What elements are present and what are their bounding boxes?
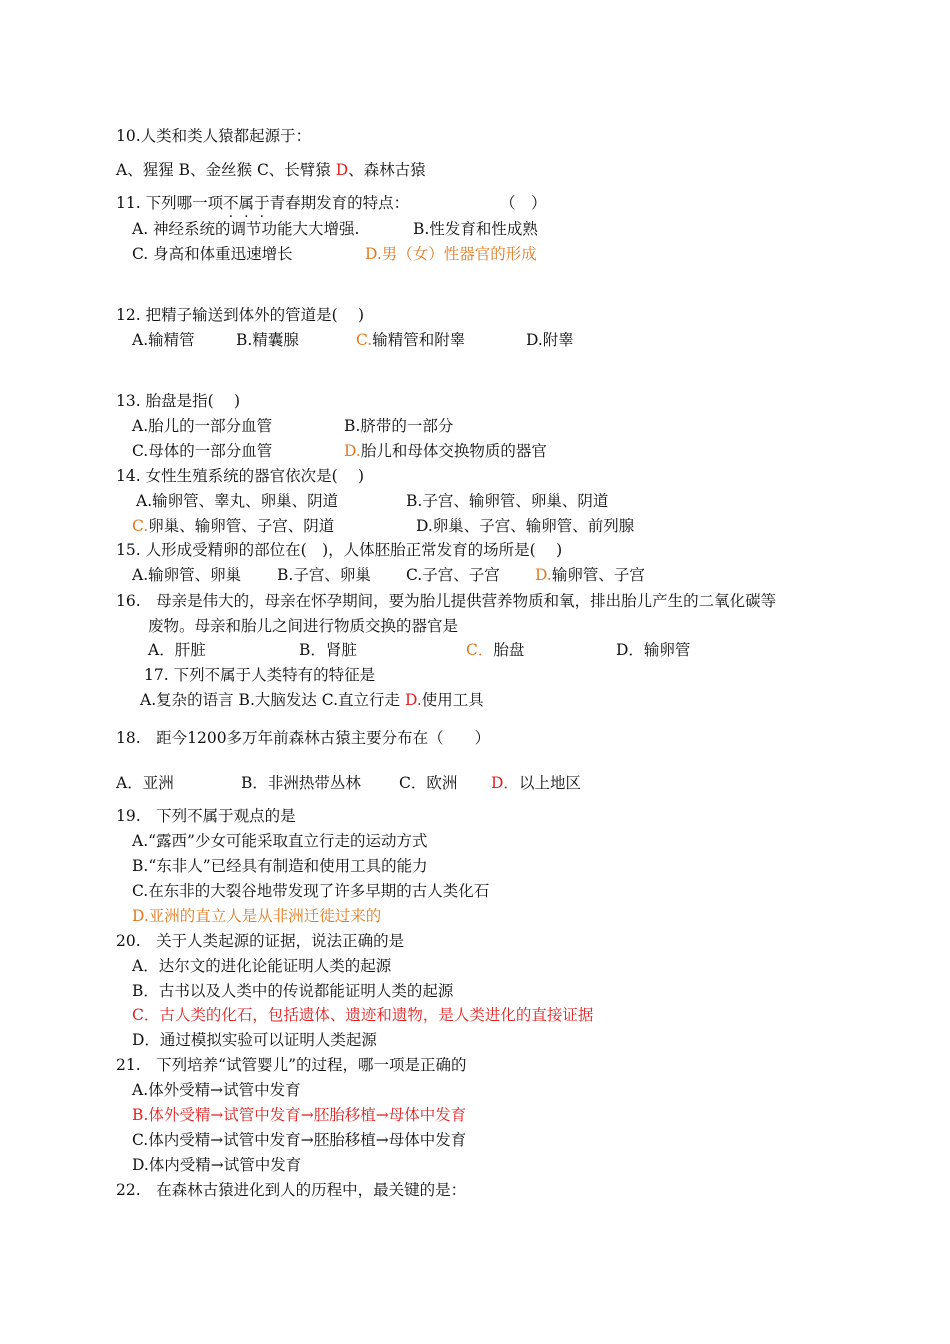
q22-stem: 22. 在森林古猿进化到人的历程中，最关键的是： [116,1181,467,1199]
q17-answer-key: D. [404,691,422,709]
q16-option-c [466,640,524,660]
q20-option-b: B．古书以及人类中的传说都能证明人类的起源 [132,982,454,1000]
q13-option-c: C.母体的一部分血管 [132,442,273,460]
q16-option-c-text: 胎盘 [493,641,525,659]
q11-emphasis-2: 属 [238,194,255,212]
q10-stem: 10.人类和类人猿都起源于： [116,127,312,145]
q21-option-a: A.体外受精→试管中发育 [132,1081,301,1099]
q12-option-c-text: 输精管和附睾 [372,331,466,349]
q15-option-d [535,565,645,585]
q16-option-a: A．肝脏 [148,641,206,659]
q18-option-a: A．亚洲 [116,774,174,792]
q19-option-c: C.在东非的大裂谷地带发现了许多早期的古人类化石 [132,882,490,900]
q13-stem: 13. 胎盘是指( ) [116,392,241,410]
q21-option-d: D.体内受精→试管中发育 [132,1156,302,1174]
q19-option-a: A.“露西”少女可能采取直立行走的运动方式 [132,832,428,850]
q11-emphasis-3: 于 [254,194,270,212]
q17-options-abc: A.复杂的语言 B.大脑发达 C.直立行走 [140,691,405,709]
q11-option-c: C. 身高和体重迅速增长 [132,245,293,263]
q14-answer-key: C. [132,517,149,535]
q16-option-b: B．肾脏 [299,641,357,659]
q11-option-b: B.性发育和性成熟 [413,220,538,238]
q20-option-c-answer: C．古人类的化石，包括遗体、遗迹和遗物，是人类进化的直接证据 [132,1006,594,1024]
q11-stem-post: 青春期发育的特点： [269,194,410,212]
q15-option-b: B.子宫、卵巢 [277,566,371,584]
q12-option-a: A.输精管 [132,331,195,349]
q20-stem: 20. 关于人类起源的证据，说法正确的是 [116,932,405,950]
q21-stem: 21. 下列培养“试管婴儿”的过程，哪一项是正确的 [116,1056,467,1074]
q21-option-b-answer: B.体外受精→试管中发育→胚胎移植→母体中发育 [132,1106,467,1124]
q18-answer-key: D． [491,774,519,792]
q16-answer-key: C． [466,641,494,659]
q14-option-d: D.卵巢、子宫、输卵管、前列腺 [416,517,635,535]
q18-stem: 18. 距今1200多万年前森林古猿主要分布在（ ） [116,729,491,747]
q11-emphasis-1: 不 [223,194,239,212]
q19-stem: 19. 下列不属于观点的是 [116,807,296,825]
q16-stem-line1: 16. 母亲是伟大的，母亲在怀孕期间，要为胎儿提供营养物质和氧，排出胎儿产生的二氧化碳等 [116,592,777,610]
q13-option-a: A.胎儿的一部分血管 [132,417,273,435]
q13-option-d [344,441,547,461]
q15-option-a: A.输卵管、卵巢 [132,566,242,584]
q13-option-d-text: 胎儿和母体交换物质的器官 [360,442,547,460]
q15-stem: 15. 人形成受精卵的部位在( )，人体胚胎正常发育的场所是( ) [116,541,563,559]
q11-stem-pre: 11. 下列哪一项 [116,194,224,212]
q14-option-b: B.子宫、输卵管、卵巢、阴道 [406,492,609,510]
q17-stem: 17. 下列不属于人类特有的特征是 [144,666,376,684]
q18-option-b: B．非洲热带丛林 [241,774,361,792]
q20-option-d: D．通过模拟实验可以证明人类起源 [132,1031,377,1049]
q12-stem: 12. 把精子输送到体外的管道是( ) [116,306,365,324]
q18-option-c: C．欧洲 [399,774,458,792]
q18-option-d-text: 以上地区 [518,774,581,792]
q12-option-c [356,330,465,350]
q15-answer-key: D. [535,566,552,584]
q14-stem: 14. 女性生殖系统的器官依次是( ) [116,467,365,485]
q14-option-c [132,516,334,536]
q12-option-d: D.附睾 [526,331,574,349]
q19-option-b: B.“东非人”已经具有制造和使用工具的能力 [132,857,428,875]
q13-answer-key: D. [344,442,361,460]
q21-option-c: C.体内受精→试管中发育→胚胎移植→母体中发育 [132,1131,467,1149]
q13-option-b: B.脐带的一部分 [344,417,454,435]
q10-option-d: 、森林古猿 [348,161,426,179]
q14-option-a: A.输卵管、睾丸、卵巢、阴道 [136,492,339,510]
q14-option-c-text: 卵巢、输卵管、子宫、阴道 [148,517,335,535]
q11-option-a: A. 神经系统的调节功能大大增强. [132,220,360,238]
q18-option-d [491,773,581,793]
q20-option-a: A．达尔文的进化论能证明人类的起源 [132,957,392,975]
q17-options [140,690,484,710]
q16-stem-line2: 废物。母亲和胎儿之间进行物质交换的器官是 [148,617,459,635]
q19-option-d-answer: D.亚洲的直立人是从非洲迁徙过来的 [132,907,382,925]
q12-answer-key: C. [356,331,373,349]
q12-option-b: B.精囊腺 [236,331,299,349]
q17-option-d: 使用工具 [421,691,484,709]
q10-answer-key: D [335,161,349,179]
q15-option-c: C.子宫、子宫 [406,566,500,584]
q16-option-d: D．输卵管 [616,641,691,659]
q11-option-d-answer: D.男（女）性器官的形成 [365,245,537,263]
q15-option-d-text: 输卵管、子宫 [551,566,645,584]
q11-answer-paren: （ ） [500,194,547,212]
q10-options [116,160,426,180]
q10-options-abc: A、猩猩 B、金丝猴 C、长臂猿 [116,161,336,179]
q11-stem [116,193,409,213]
